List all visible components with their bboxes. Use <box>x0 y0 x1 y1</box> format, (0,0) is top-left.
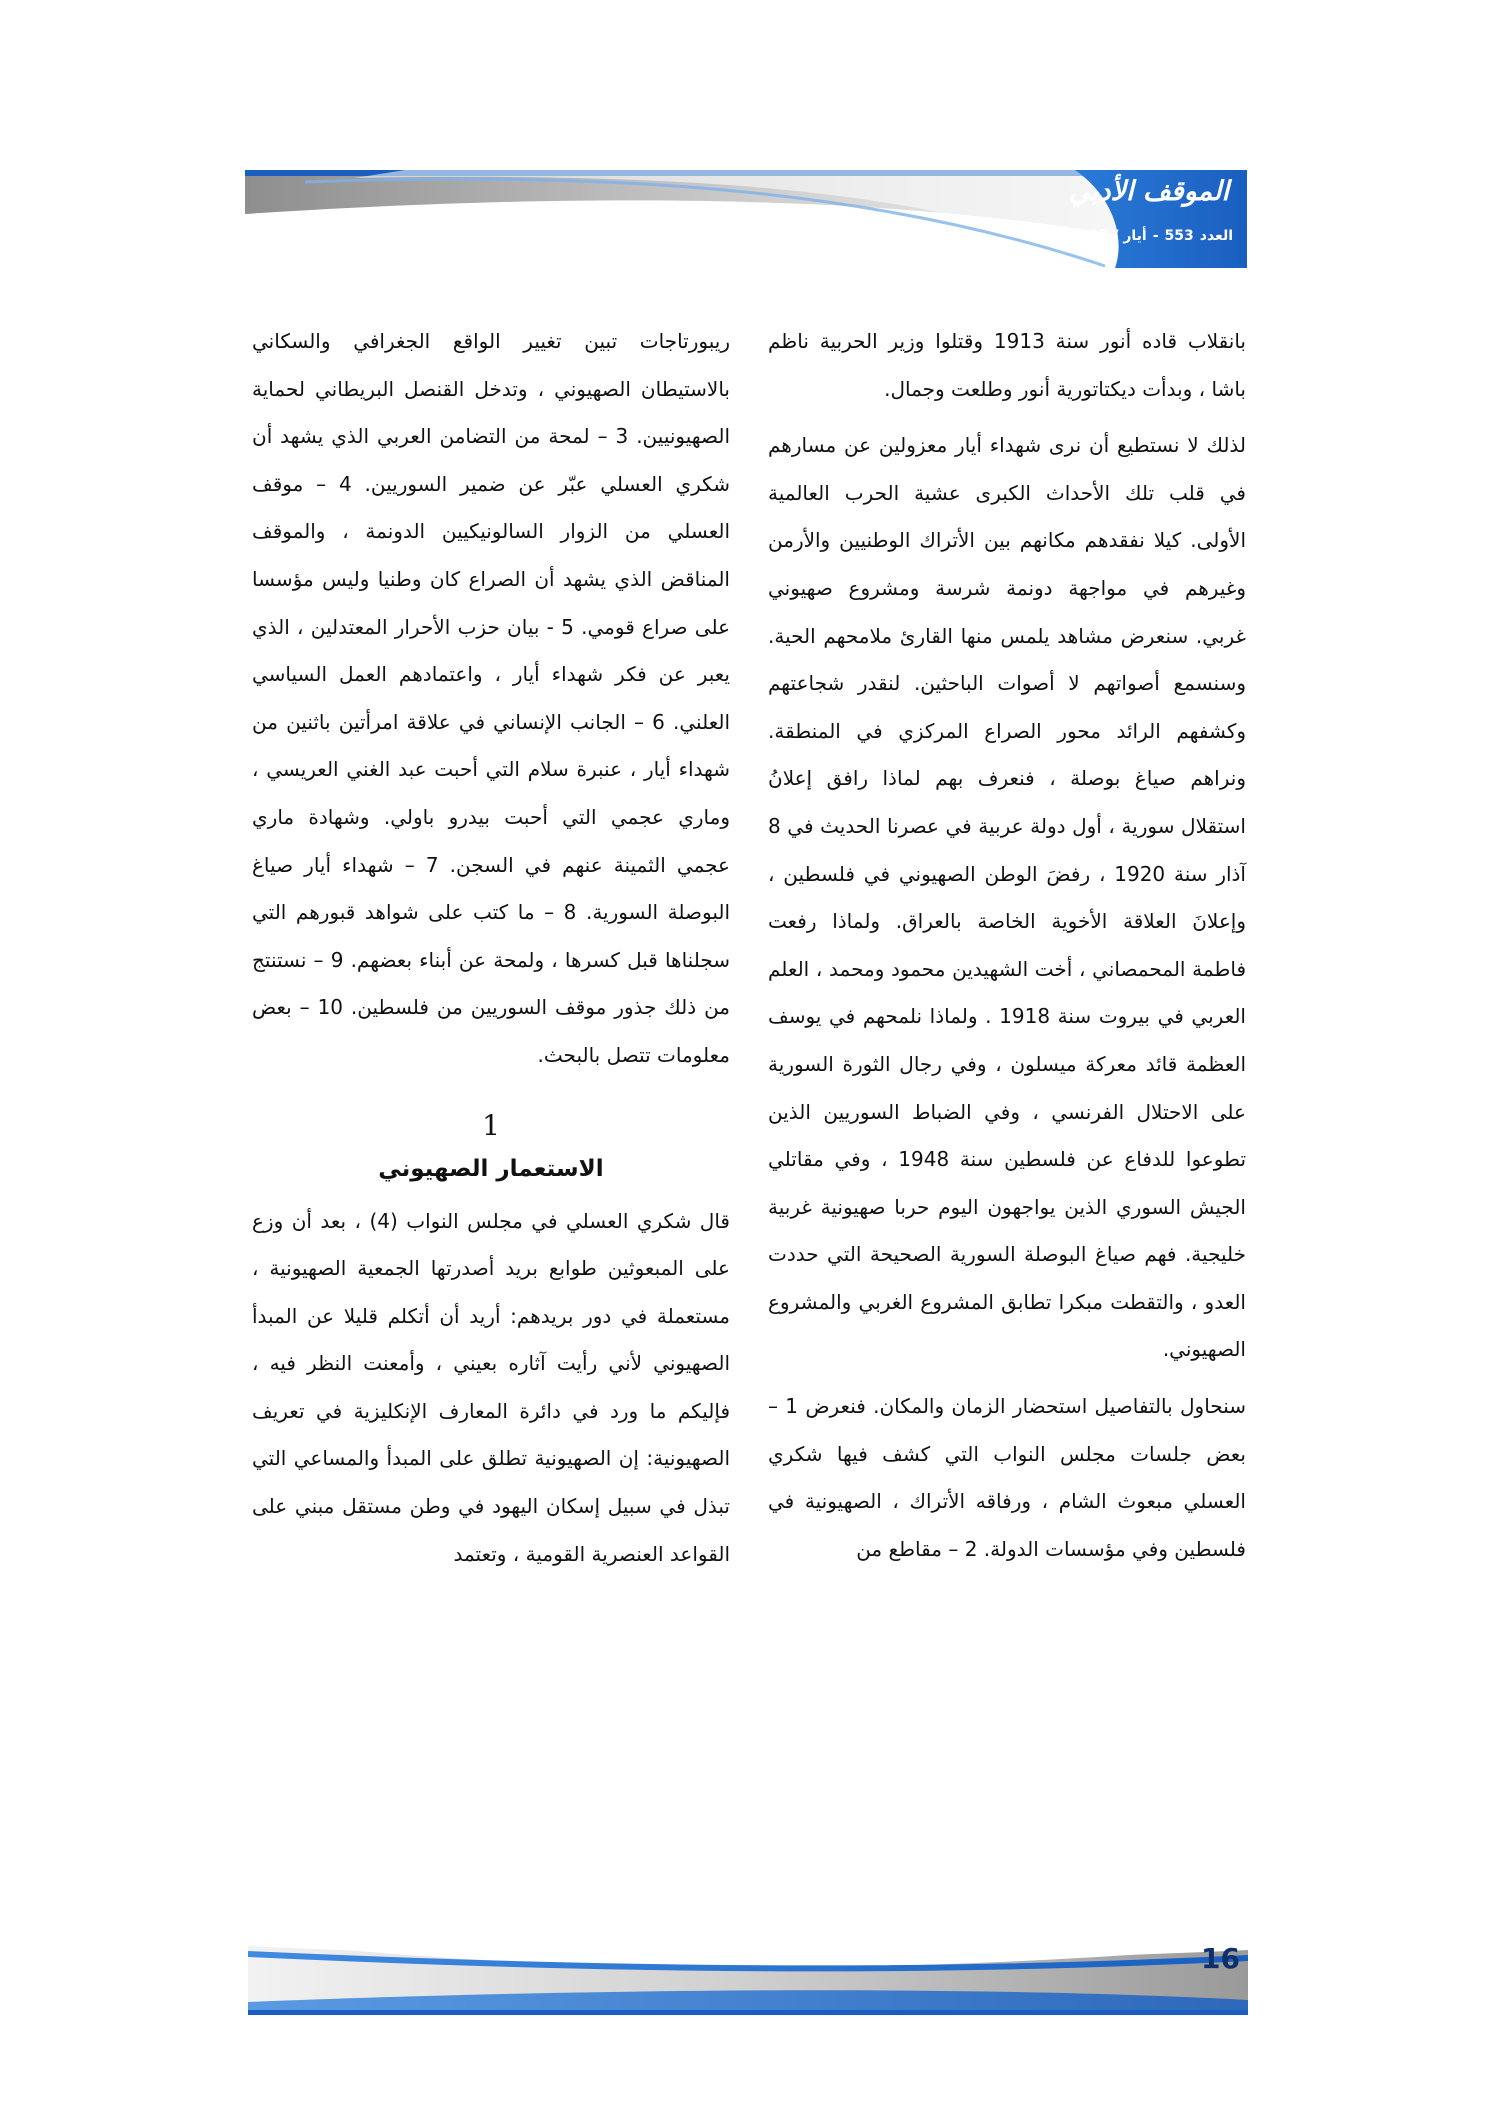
issue-label: العدد <box>1199 228 1233 244</box>
paragraph: ريبورتاجات تبين تغيير الواقع الجغرافي والسكاني بالاستيطان الصهيوني ، وتدخل القنصل البريطاني لحماية الصهيونيين. 3 – لمحة من التضامن العربي الذي يشهد أن شكري العسلي عبّر عن ضمير السوريين. 4 – موقف العسلي من الزوار السالونيكيين الدونمة ، والموقف المناقض الذي يشهد أن الصراع كان وطنيا وليس مؤسسا على صراع قومي. 5 - بيان حزب الأحرار المعتدلين ، الذي يعبر عن فكر شهداء أيار ، واعتمادهم العمل السياسي العلني. 6 – الجانب الإنساني في علاقة امرأتين باثنين من شهداء أيار ، عنبرة سلام التي أحبت عبد الغني العريسي ، وماري عجمي التي أحبت بيدرو باولي. وشهادة ماري عجمي الثمينة عنهم في السجن. 7 – شهداء أيار صياغ البوصلة السورية. 8 – ما كتب على شواهد قبورهم التي سجلناها قبل كسرها ، ولمحة عن أبناء بعضهم. 9 – نستنتج من ذلك جذور موقف السوريين من فلسطين. 10 – بعض معلومات تتصل بالبحث. <box>252 329 731 1067</box>
footer-band <box>248 1940 1248 2015</box>
paragraph: بانقلاب قاده أنور سنة 1913 وقتلوا وزير الحربية ناظم باشا ، وبدأت ديكتاتورية أنور وطلعت وجمال. <box>768 329 1246 401</box>
section-title: الاستعمار الصهيوني <box>378 1155 604 1182</box>
page-number: 16 <box>1201 1942 1240 1975</box>
paragraph: سنحاول بالتفاصيل استحضار الزمان والمكان. فنعرض 1 – بعض جلسات مجلس النواب التي كشف فيها شكري العسلي مبعوث الشام ، ورفاقه الأتراك ، الصهيونية في فلسطين وفي مؤسسات الدولة. 2 – مقاطع من <box>768 1394 1246 1561</box>
right-column <box>768 318 1246 1582</box>
magazine-title: الموقف الأدبي <box>1068 176 1229 207</box>
issue-separator: - <box>1152 228 1159 244</box>
issue-info <box>1064 228 1233 244</box>
issue-number: 553 <box>1164 228 1194 244</box>
paragraph: قال شكري العسلي في مجلس النواب (4) ، بعد أن وزع على المبعوثين طوابع بريد أصدرتها الجمعية الصهيونية ، مستعملة في دور بريدهم: أريد أن أتكلم قليلا عن المبدأ الصهيوني لأني رأيت آثاره بعيني ، وأمعنت النظر فيه ، فإليكم ما ورد في دائرة المعارف الإنكليزية في تعريف الصهيونية: إن الصهيونية تطلق على المبدأ والمساعي التي تبذل في سبيل إسكان اليهود في وطن مستقل مبني على القواعد العنصرية القومية ، وتعتمد <box>252 1208 730 1566</box>
paragraph: لذلك لا نستطيع أن نرى شهداء أيار معزولين عن مسارهم في قلب تلك الأحداث الكبرى عشية الحرب العالمية الأولى. كيلا نفقدهم مكانهم بين الأتراك الوطنيين والأرمن وغيرهم في مواجهة دونمة شرسة ومشروع صهيوني غربي. سنعرض مشاهد يلمس منها القارئ ملامحهم الحية. وسنسمع أصواتهم لا أصوات الباحثين. لنقدر شجاعتهم وكشفهم الرائد محور الصراع المركزي في المنطقة. ونراهم صياغ بوصلة ، فنعرف بهم لماذا رافق إعلانُ استقلال سورية ، أول دولة عربية في عصرنا الحديث في 8 آذار سنة 1920 ، رفضَ الوطن الصهيوني في فلسطين ، وإعلانَ العلاقة الأخوية الخاصة بالعراق. ولماذا رفعت فاطمة المحمصاني ، أخت الشهيدين محمود ومحمد ، العلم العربي في بيروت سنة 1918 . ولماذا نلمحهم في يوسف العظمة قائد معركة ميسلون ، وفي رجال الثورة السورية على الاحتلال الفرنسي ، وفي الضباط السوريين الذين تطوعوا للدفاع عن فلسطين سنة 1948 ، وفي مقاتلي الجيش السوري الذين يواجهون اليوم حربا صهيونية غربية خليجية. فهم صياغ البوصلة السورية الصحيحة التي حددت العدو ، والتقطت مبكرا تطابق المشروع الغربي والمشروع الصهيوني. <box>768 433 1247 1362</box>
header-band <box>245 170 1247 268</box>
left-column <box>252 318 730 1587</box>
section-number: 1 <box>482 1108 500 1142</box>
issue-date: أيار / 2017 <box>1069 228 1147 244</box>
footer-wave-graphic <box>248 1940 1248 2015</box>
